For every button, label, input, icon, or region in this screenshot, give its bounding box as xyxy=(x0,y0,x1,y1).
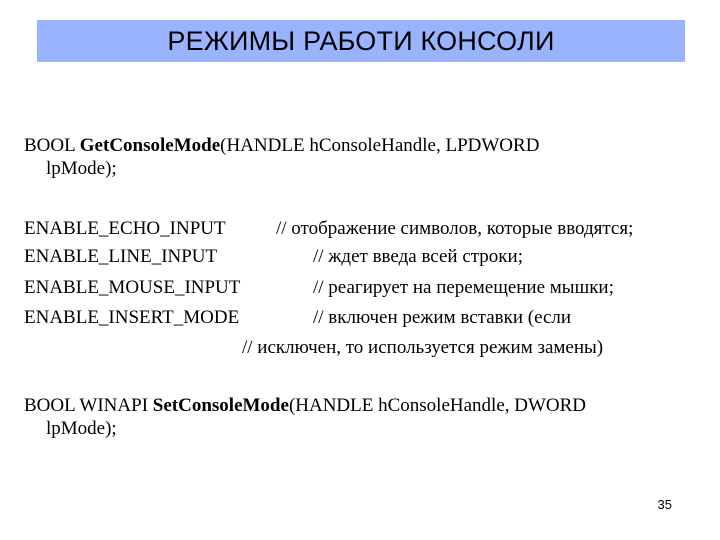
title-bar xyxy=(37,20,685,62)
flag-comment-cont: // исключен, то используется режим замены) xyxy=(242,337,604,358)
set-mode-func: SetConsoleMode xyxy=(152,395,289,416)
slide-title: РЕЖИМЫ РАБОТИ КОНСОЛИ xyxy=(167,25,555,56)
get-mode-func: GetConsoleMode xyxy=(79,135,221,156)
flag-name: ENABLE_ECHO_INPUT xyxy=(24,218,226,239)
flag-name: ENABLE_INSERT_MODE xyxy=(24,307,240,328)
get-mode-prefix: BOOL xyxy=(24,135,80,156)
get-console-mode-signature xyxy=(24,134,539,157)
flag-comment: // отображение символов, которые вводятся; xyxy=(276,218,634,239)
set-mode-prefix: BOOL WINAPI xyxy=(24,395,153,416)
flag-comment: // включен режим вставки (если xyxy=(313,307,572,328)
flag-comment: // реагирует на перемещение мышки; xyxy=(313,277,614,298)
get-mode-args-cont: lpMode); xyxy=(46,158,117,179)
page-number: 35 xyxy=(657,497,672,512)
flag-comment: // ждет введа всей строки; xyxy=(313,246,523,267)
get-mode-args: (HANDLE hConsoleHandle, LPDWORD xyxy=(220,135,540,156)
set-mode-args: (HANDLE hConsoleHandle, DWORD xyxy=(288,395,587,416)
set-mode-args-cont: lpMode); xyxy=(46,418,117,439)
flag-name: ENABLE_LINE_INPUT xyxy=(24,246,218,267)
flag-name: ENABLE_MOUSE_INPUT xyxy=(24,277,241,298)
set-console-mode-signature xyxy=(24,394,586,417)
